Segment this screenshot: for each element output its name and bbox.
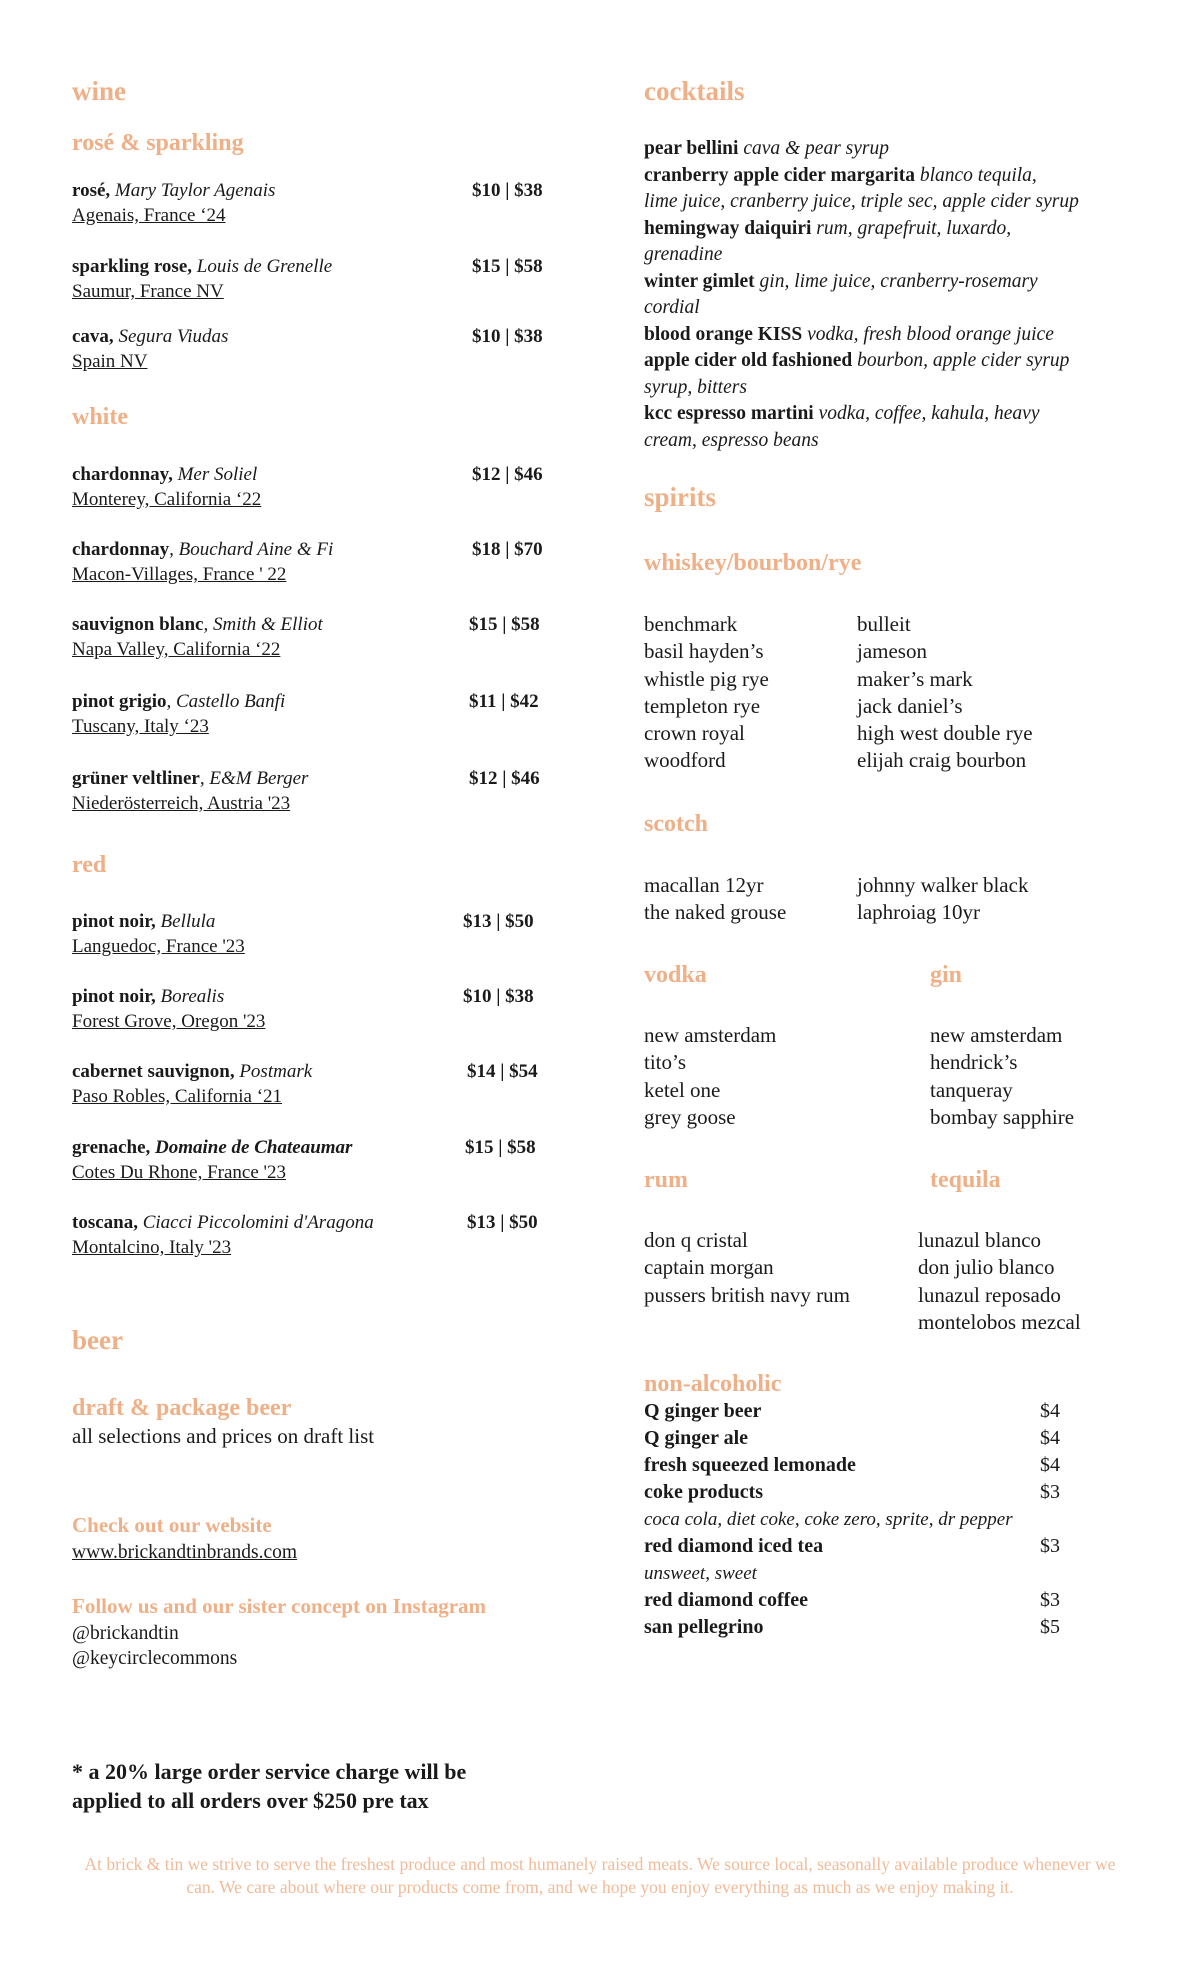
wine-price: $15 | $58 (469, 614, 540, 635)
spirit-item: bulleit (857, 612, 911, 636)
wine-origin: Montalcino, Italy '23 (72, 1237, 232, 1258)
spirit-item: new amsterdam (930, 1023, 1063, 1047)
wine-producer: Louis de Grenelle (196, 256, 333, 277)
instagram-heading: Follow us and our sister concept on Instagram (72, 1594, 487, 1618)
wine-varietal: pinot grigio (72, 691, 167, 712)
wine-producer: , Castello Banfi (166, 691, 286, 712)
cocktail-line: kcc espresso martini vodka, coffee, kahula, heavy (644, 403, 1040, 424)
wine-price: $15 | $58 (465, 1137, 536, 1158)
tequila-heading: tequila (930, 1167, 1001, 1193)
spirit-item: laphroiag 10yr (857, 900, 981, 925)
vodka-list (644, 1022, 776, 1131)
spirit-item: high west double rye (857, 721, 1033, 746)
wine-item (72, 984, 572, 1034)
cocktails-heading: cocktails (644, 76, 745, 106)
spirit-item: jack daniel’s (857, 693, 963, 718)
whiskey-list-col1 (644, 611, 769, 775)
scotch-list-col2 (857, 872, 1028, 927)
wine-producer: Segura Viudas (118, 326, 229, 347)
spirit-item: lunazul blanco (918, 1228, 1042, 1252)
wine-producer: , E&M Berger (199, 768, 309, 789)
rum-heading: rum (644, 1167, 688, 1193)
beer-heading: beer (72, 1325, 123, 1355)
wine-producer: Bellula (160, 911, 216, 932)
wine-origin: Spain NV (72, 351, 148, 372)
wine-price: $18 | $70 (472, 539, 543, 560)
cocktail-line: cranberry apple cider margarita blanco tequila, (644, 164, 1037, 186)
wine-producer: Mer Soliel (177, 464, 258, 485)
wine-varietal: rosé, (72, 180, 111, 201)
spirit-item: tanqueray (930, 1077, 1013, 1102)
wine-origin: Saumur, France NV (72, 281, 224, 302)
wine-varietal: cabernet sauvignon, (72, 1061, 235, 1082)
cocktail-line: grenadine (644, 244, 723, 265)
website-link[interactable]: www.brickandtinbrands.com (72, 1542, 298, 1563)
spirit-item: montelobos mezcal (918, 1309, 1081, 1334)
white-heading: white (72, 404, 128, 430)
spirit-item: lunazul reposado (918, 1282, 1061, 1307)
instagram-handle[interactable]: @keycirclecommons (72, 1648, 238, 1669)
wine-item (72, 1135, 572, 1185)
cocktail-list (644, 136, 1164, 454)
spirit-item: the naked grouse (644, 900, 787, 925)
wine-price: $11 | $42 (469, 691, 539, 712)
cocktail-line: winter gimlet gin, lime juice, cranberry-rosemary (644, 270, 1038, 292)
cocktail-line: cordial (644, 297, 700, 318)
spirit-item: johnny walker black (857, 873, 1029, 897)
spirit-item: whistle pig rye (644, 666, 769, 691)
spirit-item: new amsterdam (644, 1023, 777, 1047)
website-heading: Check out our website (72, 1513, 272, 1537)
instagram-handle[interactable]: @brickandtin (72, 1623, 179, 1644)
cocktail-line: apple cider old fashioned bourbon, apple cider syrup (644, 350, 1070, 371)
wine-varietal: chardonnay (72, 539, 170, 560)
beer-note: all selections and prices on draft list (72, 1424, 375, 1448)
wine-origin: Languedoc, France '23 (72, 936, 245, 957)
spirit-item: captain morgan (644, 1255, 774, 1280)
wine-origin: Cotes Du Rhone, France '23 (72, 1162, 286, 1183)
red-heading: red (72, 852, 107, 878)
spirit-item: woodford (644, 748, 726, 773)
spirits-heading: spirits (644, 482, 717, 512)
wine-varietal: grüner veltliner (72, 768, 200, 789)
wine-producer: Ciacci Piccolomini d'Aragona (142, 1212, 374, 1233)
spirit-item: benchmark (644, 612, 738, 636)
wine-price: $12 | $46 (472, 464, 543, 485)
drink-row: san pellegrino $5 (644, 1616, 1060, 1638)
cocktail-line: cream, espresso beans (644, 429, 819, 451)
rum-list (644, 1227, 850, 1309)
wine-origin: Paso Robles, California ‘21 (72, 1086, 283, 1107)
wine-price: $13 | $50 (463, 911, 534, 932)
service-charge-line: * a 20% large order service charge will be (72, 1759, 467, 1784)
wine-item (72, 1210, 572, 1260)
wine-origin: Forest Grove, Oregon '23 (72, 1011, 266, 1032)
spirit-item: ketel one (644, 1077, 721, 1102)
wine-price: $12 | $46 (469, 768, 540, 789)
non-alcoholic-list (644, 1398, 1074, 1641)
service-charge-line: applied to all orders over $250 pre tax (72, 1788, 429, 1813)
wine-varietal: grenache, (72, 1137, 151, 1158)
spirit-item: tito’s (644, 1050, 687, 1075)
wine-item (72, 254, 572, 304)
wine-producer: , Bouchard Aine & Fi (169, 539, 334, 560)
cocktail-line: syrup, bitters (644, 376, 747, 398)
wine-origin: Niederösterreich, Austria '23 (72, 793, 291, 814)
wine-item (72, 537, 572, 587)
drink-row: Q ginger beer $4 (644, 1400, 1060, 1422)
drink-row: Q ginger ale $4 (644, 1427, 1060, 1449)
vodka-heading: vodka (644, 962, 707, 988)
wine-producer: Domaine de Chateaumar (155, 1137, 353, 1158)
gin-list (930, 1022, 1074, 1131)
wine-item (72, 324, 572, 374)
wine-item (72, 909, 572, 959)
cocktail-line: hemingway daiquiri rum, grapefruit, luxardo, (644, 217, 1012, 239)
wine-varietal: sparkling rose, (72, 256, 193, 277)
wine-origin: Macon-Villages, France ' 22 (72, 564, 287, 585)
cocktail-line: pear bellini cava & pear syrup (644, 138, 890, 159)
non-alcoholic-heading: non-alcoholic (644, 1371, 782, 1397)
wine-producer: , Smith & Elliot (203, 614, 323, 635)
wine-producer: Borealis (160, 986, 225, 1007)
wine-varietal: toscana, (72, 1212, 138, 1233)
scotch-heading: scotch (644, 811, 708, 837)
wine-varietal: pinot noir, (72, 986, 156, 1007)
spirit-item: bombay sapphire (930, 1104, 1075, 1129)
spirit-item: basil hayden’s (644, 639, 764, 664)
whiskey-list-col2 (857, 611, 1033, 775)
wine-varietal: cava, (72, 326, 114, 347)
wine-item (72, 766, 572, 816)
wine-origin: Monterey, California ‘22 (72, 489, 262, 510)
wine-origin: Tuscany, Italy ‘23 (72, 716, 209, 737)
whiskey-heading: whiskey/bourbon/rye (644, 550, 862, 576)
wine-price: $10 | $38 (463, 986, 534, 1007)
spirit-item: grey goose (644, 1104, 736, 1129)
spirit-item: hendrick’s (930, 1050, 1018, 1075)
rose-sparkling-heading: rosé & sparkling (72, 130, 244, 156)
spirit-item: crown royal (644, 721, 745, 746)
wine-producer: Mary Taylor Agenais (114, 180, 276, 201)
footer-statement: At brick & tin we strive to serve the freshest produce and most humanely raised meats. We source local, seasonally available produce whenever we can. We care about where our products come from, and we hope you enjoy everything as much as we enjoy making it. (84, 1854, 1116, 1897)
wine-item (72, 178, 572, 228)
wine-varietal: chardonnay, (72, 464, 173, 485)
wine-item (72, 689, 572, 739)
wine-origin: Napa Valley, California ‘22 (72, 639, 281, 660)
wine-heading: wine (72, 76, 126, 106)
cocktail-line: blood orange KISS vodka, fresh blood orange juice (644, 323, 1054, 345)
wine-price: $10 | $38 (472, 326, 543, 347)
drink-note: unsweet, sweet (644, 1563, 757, 1584)
drink-row: red diamond iced tea $3 (644, 1535, 1060, 1557)
drink-row: fresh squeezed lemonade $4 (644, 1454, 1060, 1476)
drink-note: coca cola, diet coke, coke zero, sprite, dr pepper (644, 1509, 1013, 1530)
wine-price: $14 | $54 (467, 1061, 538, 1082)
wine-price: $15 | $58 (472, 256, 543, 277)
wine-price: $10 | $38 (472, 180, 543, 201)
wine-origin: Agenais, France ‘24 (72, 205, 226, 226)
wine-price: $13 | $50 (467, 1212, 538, 1233)
wine-producer: Postmark (239, 1061, 313, 1082)
gin-heading: gin (930, 962, 963, 988)
spirit-item: macallan 12yr (644, 873, 764, 897)
draft-package-heading: draft & package beer (72, 1395, 292, 1421)
wine-varietal: sauvignon blanc (72, 614, 204, 635)
drink-row: red diamond coffee $3 (644, 1589, 1060, 1611)
service-charge-note (72, 1757, 466, 1815)
spirit-item: maker’s mark (857, 666, 973, 691)
spirit-item: jameson (857, 639, 927, 664)
scotch-list-col1 (644, 872, 786, 927)
wine-varietal: pinot noir, (72, 911, 156, 932)
drink-row: coke products $3 (644, 1481, 1060, 1503)
cocktail-line: lime juice, cranberry juice, triple sec, apple cider syrup (644, 191, 1079, 212)
spirit-item: don q cristal (644, 1228, 748, 1252)
wine-item (72, 462, 572, 512)
spirit-item: don julio blanco (918, 1255, 1055, 1280)
tequila-list (918, 1227, 1081, 1336)
spirit-item: elijah craig bourbon (857, 748, 1027, 773)
wine-item (72, 1059, 572, 1109)
spirit-item: pussers british navy rum (644, 1282, 850, 1307)
wine-item (72, 612, 572, 662)
spirit-item: templeton rye (644, 693, 761, 718)
